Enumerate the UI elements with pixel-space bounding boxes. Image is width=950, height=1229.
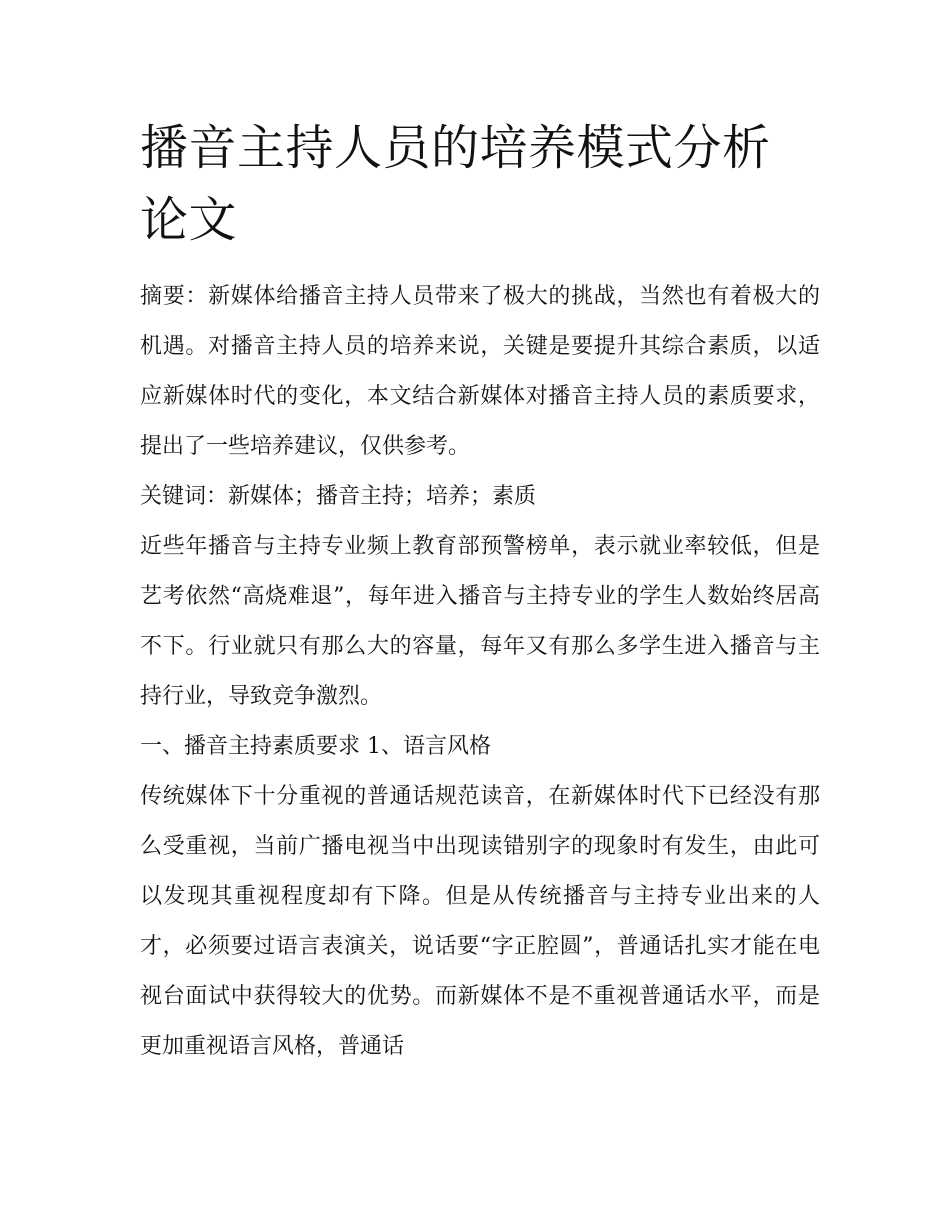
document-content: [140, 112, 820, 1072]
title-line-1: 播音主持人员的培养模式分析: [140, 120, 771, 176]
title-line-2: 论文: [140, 192, 238, 248]
section-heading: 一、播音主持素质要求 1、语言风格: [140, 734, 491, 759]
abstract-paragraph: 摘要：新媒体给播音主持人员带来了极大的挑战，当然也有着极大的机遇。对播音主持人员的培养来说，关键是要提升其综合素质，以适应新媒体时代的变化，本文结合新媒体对播音主持人员的素质要求，提出了一些培养建议，仅供参考。: [140, 284, 820, 459]
section-body-paragraph: 传统媒体下十分重视的普通话规范读音，在新媒体时代下已经没有那么受重视，当前广播电视当中出现读错别字的现象时有发生，由此可以发现其重视程度却有下降。但是从传统播音与主持专业出来的人才，必须要过语言表演关，说话要“字正腔圆”，普通话扎实才能在电视台面试中获得较大的优势。而新媒体不是不重视普通话水平，而是更加重视语言风格，普通话: [140, 784, 820, 1059]
intro-paragraph: 近些年播音与主持专业频上教育部预警榜单，表示就业率较低，但是艺考依然“高烧难退”，每年进入播音与主持专业的学生人数始终居高不下。行业就只有那么大的容量，每年又有那么多学生进入播音与主持行业，导致竞争激烈。: [140, 534, 820, 709]
keywords-line: 关键词：新媒体；播音主持；培养；素质: [140, 484, 537, 509]
document-title: [140, 112, 820, 256]
